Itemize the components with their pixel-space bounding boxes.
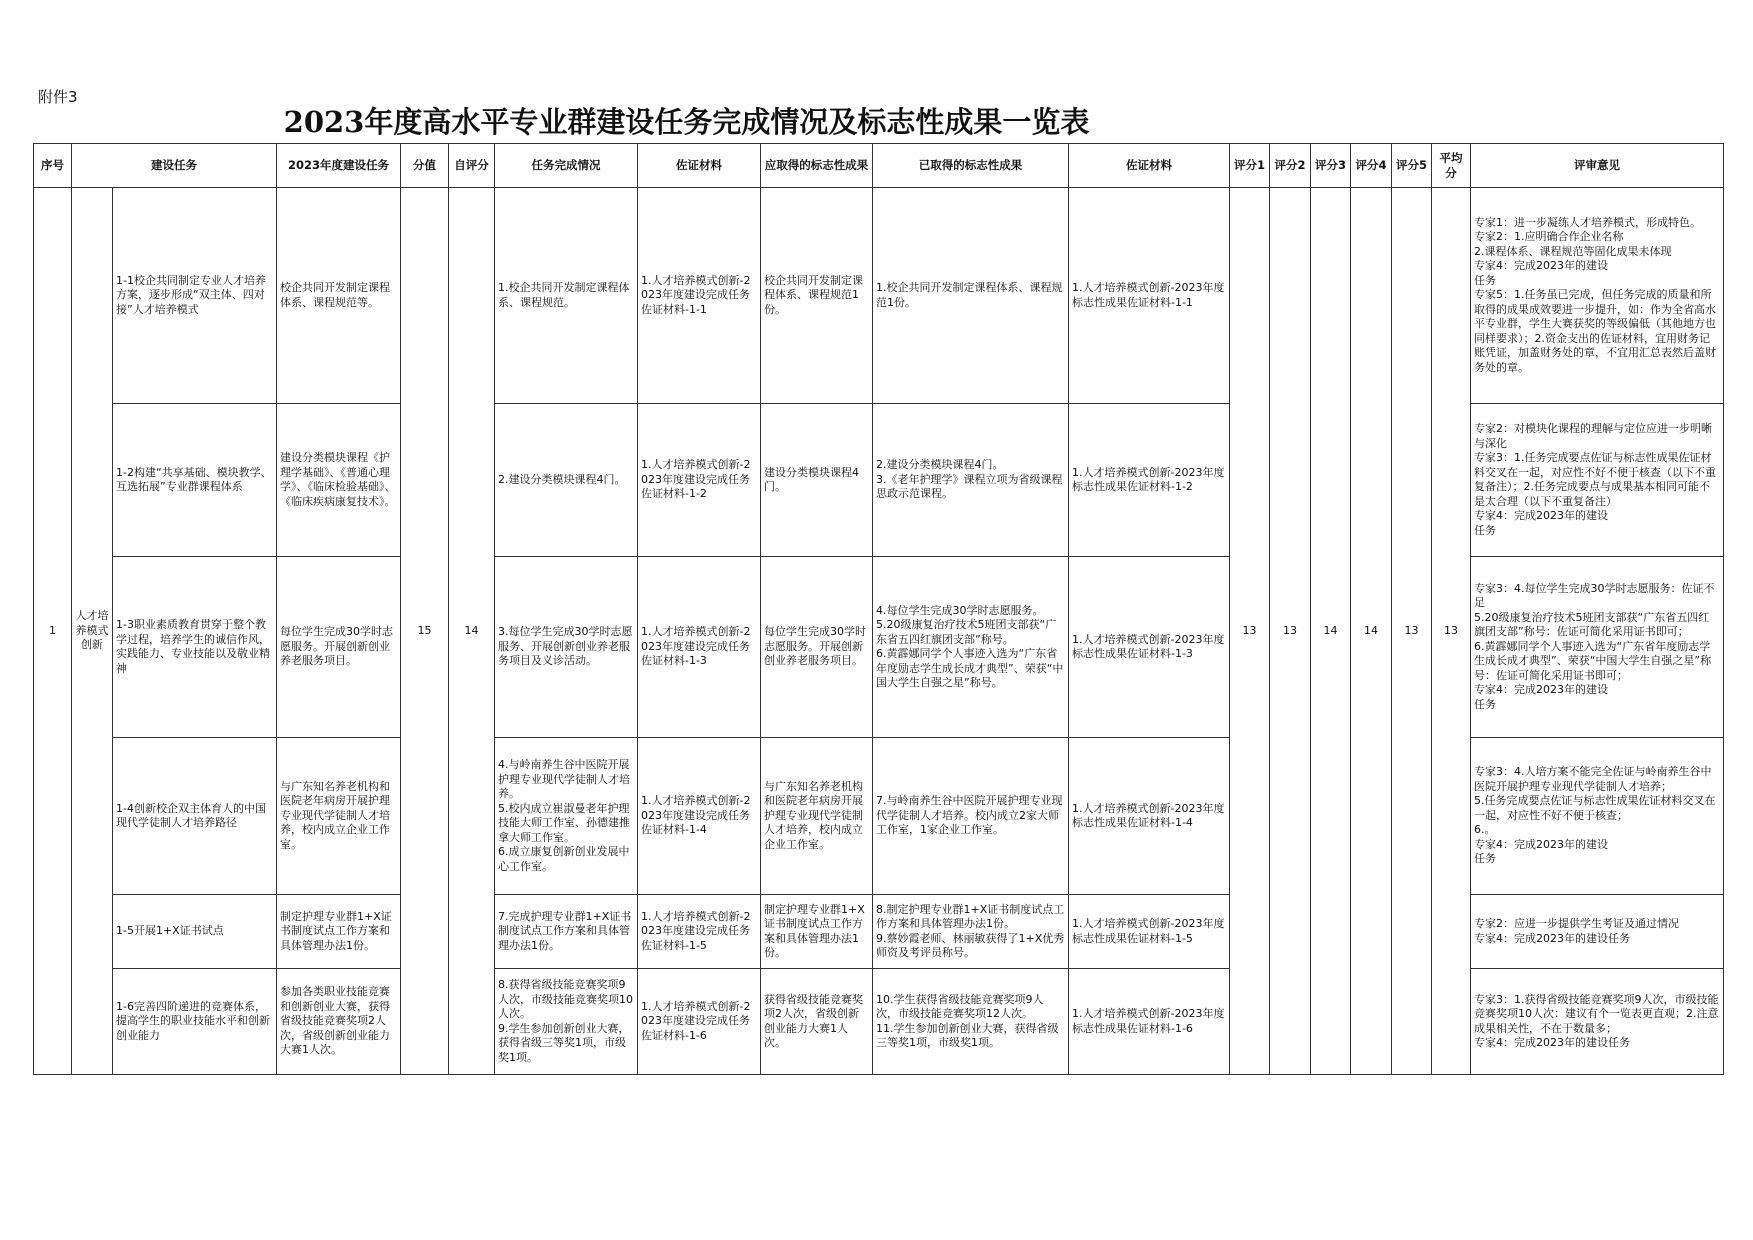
evidence-cell: 1.人才培养模式创新-2023年度建设完成任务佐证材料-1-6 [638,969,761,1075]
comment-cell: 专家1：进一步凝练人才培养模式，形成特色。 专家2：1.应明确合作企业名称 2.课程体系、课程规范等固化成果未体现 专家4：完成2023年的建设 任务 专家5：1.任务虽已完成，但任务完成的质量和所取得的成果成效要进一步提升，如：作为全省高水平专业群，学生大赛获奖的等级偏低（其他地方也同样要求）；2.资金支出的佐证材料，宜用财务记账凭证，加盖财务处的章，不宜用汇总表然后盖财务处的章。 [1471,188,1724,404]
table-row [34,738,1724,895]
achieved-cell: 1.校企共同开发制定课程体系、课程规范1份。 [873,188,1069,404]
evidence2-cell: 1.人才培养模式创新-2023年度标志性成果佐证材料-1-4 [1069,738,1230,895]
task2023-cell: 校企共同开发制定课程体系、课程规范等。 [277,188,401,404]
header-score5: 评分5 [1392,144,1432,188]
header-task: 建设任务 [72,144,277,188]
evidence2-cell: 1.人才培养模式创新-2023年度标志性成果佐证材料-1-5 [1069,895,1230,969]
evidence2-cell: 1.人才培养模式创新-2023年度标志性成果佐证材料-1-3 [1069,557,1230,738]
group-score2: 13 [1270,188,1311,1075]
evidence-cell: 1.人才培养模式创新-2023年度建设完成任务佐证材料-1-3 [638,557,761,738]
expected-cell: 校企共同开发制定课程体系、课程规范1份。 [761,188,873,404]
attachment-label: 附件3 [38,88,78,106]
evidence-cell: 1.人才培养模式创新-2023年度建设完成任务佐证材料-1-1 [638,188,761,404]
evidence2-cell: 1.人才培养模式创新-2023年度标志性成果佐证材料-1-6 [1069,969,1230,1075]
achieved-cell: 10.学生获得省级技能竞赛奖项9人次，市级技能竞赛奖项12人次。 11.学生参加创新创业大赛，获得省级三等奖1项，市级奖1项。 [873,969,1069,1075]
expected-cell: 获得省级技能竞赛奖项2人次，省级创新创业能力大赛1人次。 [761,969,873,1075]
group-score3: 14 [1311,188,1351,1075]
completion-cell: 3.每位学生完成30学时志愿服务、开展创新创业养老服务项目及义诊活动。 [495,557,638,738]
comment-cell: 专家3：4.每位学生完成30学时志愿服务：佐证不足 5.20级康复治疗技术5班团支部获“广东省五四红旗团支部”称号：佐证可简化采用证书即可； 6.黄霹娜同学个人事迹入选为“广东省年度励志学生成长成才典型”、荣获“中国大学生自强之星”称号：佐证可简化采用证书即可； 专家4：完成2023年的建设 任务 [1471,557,1724,738]
table-row [34,557,1724,738]
completion-cell: 7.完成护理专业群1+X证书制度试点工作方案和具体管理办法1份。 [495,895,638,969]
comment-cell: 专家3：1.获得省级技能竞赛奖项9人次，市级技能竞赛奖项10人次：建议有个一览表更直观；2.注意成果相关性，不在于数量多； 专家4：完成2023年的建设任务 [1471,969,1724,1075]
group-category: 人才培养模式创新 [72,188,113,1075]
results-table [33,143,1724,1075]
expected-cell: 每位学生完成30学时志愿服务。开展创新创业养老服务项目。 [761,557,873,738]
expected-cell: 建设分类模块课程4门。 [761,404,873,557]
completion-cell: 1.校企共同开发制定课程体系、课程规范。 [495,188,638,404]
evidence-cell: 1.人才培养模式创新-2023年度建设完成任务佐证材料-1-4 [638,738,761,895]
completion-cell: 4.与岭南养生谷中医院开展护理专业现代学徒制人才培养。 5.校内成立崔淑曼老年护理技能大师工作室、孙德建推拿大师工作室。 6.成立康复创新创业发展中心工作室。 [495,738,638,895]
header-evidence: 佐证材料 [638,144,761,188]
table-row [34,404,1724,557]
expected-cell: 与广东知名养老机构和医院老年病房开展护理专业现代学徒制人才培养，校内成立企业工作室。 [761,738,873,895]
achieved-cell: 2.建设分类模块课程4门。 3.《老年护理学》课程立项为省级课程思政示范课程。 [873,404,1069,557]
header-score: 分值 [401,144,449,188]
header-average: 平均分 [1432,144,1471,188]
table-header-row [34,144,1724,188]
completion-cell: 8.获得省级技能竞赛奖项9人次，市级技能竞赛奖项10人次。 9.学生参加创新创业大赛，获得省级三等奖1项，市级奖1项。 [495,969,638,1075]
achieved-cell: 8.制定护理专业群1+X证书制度试点工作方案和具体管理办法1份。 9.蔡妙霞老师、林丽敏获得了1+X优秀师资及考评员称号。 [873,895,1069,969]
group-score4: 14 [1351,188,1392,1075]
header-no: 序号 [34,144,72,188]
header-achieved: 已取得的标志性成果 [873,144,1069,188]
header-task2023: 2023年度建设任务 [277,144,401,188]
task2023-cell: 建设分类模块课程《护理学基础》、《普通心理学》、《临床检验基础》、《临床疾病康复技术》。 [277,404,401,557]
evidence2-cell: 1.人才培养模式创新-2023年度标志性成果佐证材料-1-2 [1069,404,1230,557]
task-cell: 1-5开展1+X证书试点 [113,895,277,969]
header-score2: 评分2 [1270,144,1311,188]
header-self-score: 自评分 [449,144,495,188]
header-score1: 评分1 [1230,144,1270,188]
task2023-cell: 与广东知名养老机构和医院老年病房开展护理专业现代学徒制人才培养，校内成立企业工作室。 [277,738,401,895]
group-score1: 13 [1230,188,1270,1075]
header-comment: 评审意见 [1471,144,1724,188]
table-row [34,188,1724,404]
header-evidence2: 佐证材料 [1069,144,1230,188]
table-row [34,969,1724,1075]
header-score3: 评分3 [1311,144,1351,188]
table-row [34,895,1724,969]
group-self-score: 14 [449,188,495,1075]
completion-cell: 2.建设分类模块课程4门。 [495,404,638,557]
comment-cell: 专家3：4.人培方案不能完全佐证与岭南养生谷中医院开展护理专业现代学徒制人才培养； 5.任务完成要点佐证与标志性成果佐证材料交叉在一起，对应性不好不便于核查； 6.。 专家4：完成2023年的建设 任务 [1471,738,1724,895]
task-cell: 1-6完善四阶递进的竞赛体系，提高学生的职业技能水平和创新创业能力 [113,969,277,1075]
achieved-cell: 4.每位学生完成30学时志愿服务。 5.20级康复治疗技术5班团支部获“广东省五四红旗团支部”称号。 6.黄霹娜同学个人事迹入选为“广东省年度励志学生成长成才典型”、荣获“中国大学生自强之星”称号。 [873,557,1069,738]
task-cell: 1-3职业素质教育贯穿于整个教学过程，培养学生的诚信作风，实践能力、专业技能以及敬业精神 [113,557,277,738]
expected-cell: 制定护理专业群1+X证书制度试点工作方案和具体管理办法1份。 [761,895,873,969]
achieved-cell: 7.与岭南养生谷中医院开展护理专业现代学徒制人才培养。校内成立2家大师工作室，1家企业工作室。 [873,738,1069,895]
header-score4: 评分4 [1351,144,1392,188]
task2023-cell: 每位学生完成30学时志愿服务。开展创新创业养老服务项目。 [277,557,401,738]
evidence2-cell: 1.人才培养模式创新-2023年度标志性成果佐证材料-1-1 [1069,188,1230,404]
header-completion: 任务完成情况 [495,144,638,188]
group-score: 15 [401,188,449,1075]
header-expected: 应取得的标志性成果 [761,144,873,188]
task-cell: 1-4创新校企双主体育人的中国现代学徒制人才培养路径 [113,738,277,895]
comment-cell: 专家2：对模块化课程的理解与定位应进一步明晰与深化 专家3：1.任务完成要点佐证与标志性成果佐证材料交叉在一起，对应性不好不便于核查（以下不重复备注）；2.任务完成要点与成果基本相同可能不是太合理（以下不重复备注） 专家4：完成2023年的建设 任务 [1471,404,1724,557]
group-average: 13 [1432,188,1471,1075]
comment-cell: 专家2：应进一步提供学生考证及通过情况 专家4：完成2023年的建设任务 [1471,895,1724,969]
task2023-cell: 参加各类职业技能竞赛和创新创业大赛，获得省级技能竞赛奖项2人次，省级创新创业能力大赛1人次。 [277,969,401,1075]
page-title: 2023年度高水平专业群建设任务完成情况及标志性成果一览表 [283,105,1090,139]
group-score5: 13 [1392,188,1432,1075]
task2023-cell: 制定护理专业群1+X证书制度试点工作方案和具体管理办法1份。 [277,895,401,969]
evidence-cell: 1.人才培养模式创新-2023年度建设完成任务佐证材料-1-5 [638,895,761,969]
task-cell: 1-1校企共同制定专业人才培养方案，逐步形成“双主体、四对接”人才培养模式 [113,188,277,404]
task-cell: 1-2构建“共享基础、模块教学、互选拓展”专业群课程体系 [113,404,277,557]
group-number: 1 [34,188,72,1075]
evidence-cell: 1.人才培养模式创新-2023年度建设完成任务佐证材料-1-2 [638,404,761,557]
